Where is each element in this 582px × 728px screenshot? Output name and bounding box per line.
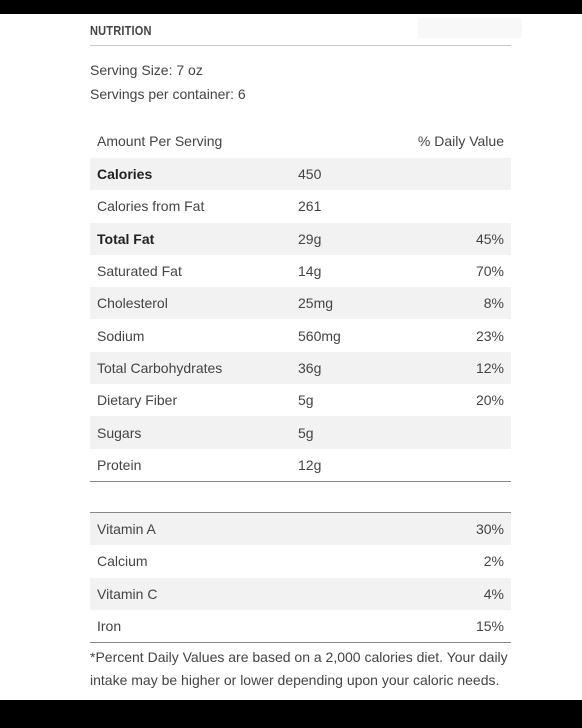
table-row bbox=[90, 190, 511, 222]
daily-values-footnote: *Percent Daily Values are based on a 2,000 calories diet. Your daily intake may be higher or lower depending upon your caloric needs. bbox=[90, 649, 508, 688]
nutrient-amount: 29g bbox=[298, 230, 322, 247]
table-row bbox=[90, 384, 511, 416]
table-row bbox=[90, 449, 511, 481]
nutrient-daily-value: 8% bbox=[483, 295, 504, 312]
vitamin-daily-value: 2% bbox=[483, 553, 504, 570]
nutrition-panel bbox=[0, 14, 582, 700]
nutrient-name: Total Carbohydrates bbox=[97, 359, 223, 376]
nutrient-daily-value: 23% bbox=[475, 327, 504, 344]
nutrient-name: Sugars bbox=[97, 424, 142, 441]
nutrient-name: Saturated Fat bbox=[97, 263, 182, 280]
table-row bbox=[90, 513, 511, 545]
vitamin-daily-value: 4% bbox=[483, 585, 504, 602]
table-row bbox=[90, 287, 511, 319]
nutrient-name: Cholesterol bbox=[97, 295, 168, 312]
vitamin-daily-value: 30% bbox=[475, 521, 504, 538]
daily-value-header: % Daily Value bbox=[417, 133, 504, 149]
servings-per-container: Servings per container: 6 bbox=[90, 86, 246, 102]
vitamin-name: Iron bbox=[97, 618, 122, 635]
nutrient-amount: 12g bbox=[298, 456, 322, 473]
nutrient-daily-value: 45% bbox=[475, 230, 504, 247]
vitamins-table bbox=[90, 512, 511, 643]
vitamin-name: Calcium bbox=[97, 553, 148, 570]
nutrient-amount: 450 bbox=[298, 166, 322, 183]
nutrient-name: Sodium bbox=[97, 327, 145, 344]
table-row bbox=[90, 545, 511, 577]
header-placeholder-box bbox=[418, 18, 522, 38]
nutrient-name: Dietary Fiber bbox=[97, 392, 178, 409]
nutrient-amount: 25mg bbox=[298, 295, 334, 312]
nutrient-name: Calories bbox=[97, 166, 153, 183]
table-row bbox=[90, 352, 511, 384]
nutrient-daily-value: 70% bbox=[475, 263, 504, 280]
nutrient-daily-value: 12% bbox=[475, 359, 504, 376]
vitamin-name: Vitamin A bbox=[97, 521, 156, 538]
nutrient-amount: 560mg bbox=[298, 327, 341, 344]
nutrient-daily-value: 20% bbox=[475, 392, 504, 409]
nutrient-amount: 5g bbox=[298, 424, 314, 441]
section-title: NUTRITION bbox=[90, 23, 152, 38]
vitamin-daily-value: 15% bbox=[475, 618, 504, 635]
table-row bbox=[90, 610, 511, 642]
vitamin-name: Vitamin C bbox=[97, 585, 158, 602]
table-header-row bbox=[90, 124, 511, 158]
nutrient-amount: 14g bbox=[298, 263, 322, 280]
table-row bbox=[90, 578, 511, 610]
table-row bbox=[90, 223, 511, 255]
nutrient-name: Total Fat bbox=[97, 230, 155, 247]
nutrient-name: Protein bbox=[97, 456, 142, 473]
amount-per-serving-header: Amount Per Serving bbox=[97, 133, 223, 149]
nutrient-amount: 5g bbox=[298, 392, 314, 409]
table-row bbox=[90, 255, 511, 287]
table-row bbox=[90, 319, 511, 351]
nutrition-table bbox=[90, 124, 511, 482]
serving-size: Serving Size: 7 oz bbox=[90, 62, 203, 78]
nutrient-amount: 261 bbox=[298, 198, 322, 215]
table-row bbox=[90, 416, 511, 448]
nutrient-name: Calories from Fat bbox=[97, 198, 205, 215]
table-row bbox=[90, 158, 511, 190]
nutrient-amount: 36g bbox=[298, 359, 322, 376]
